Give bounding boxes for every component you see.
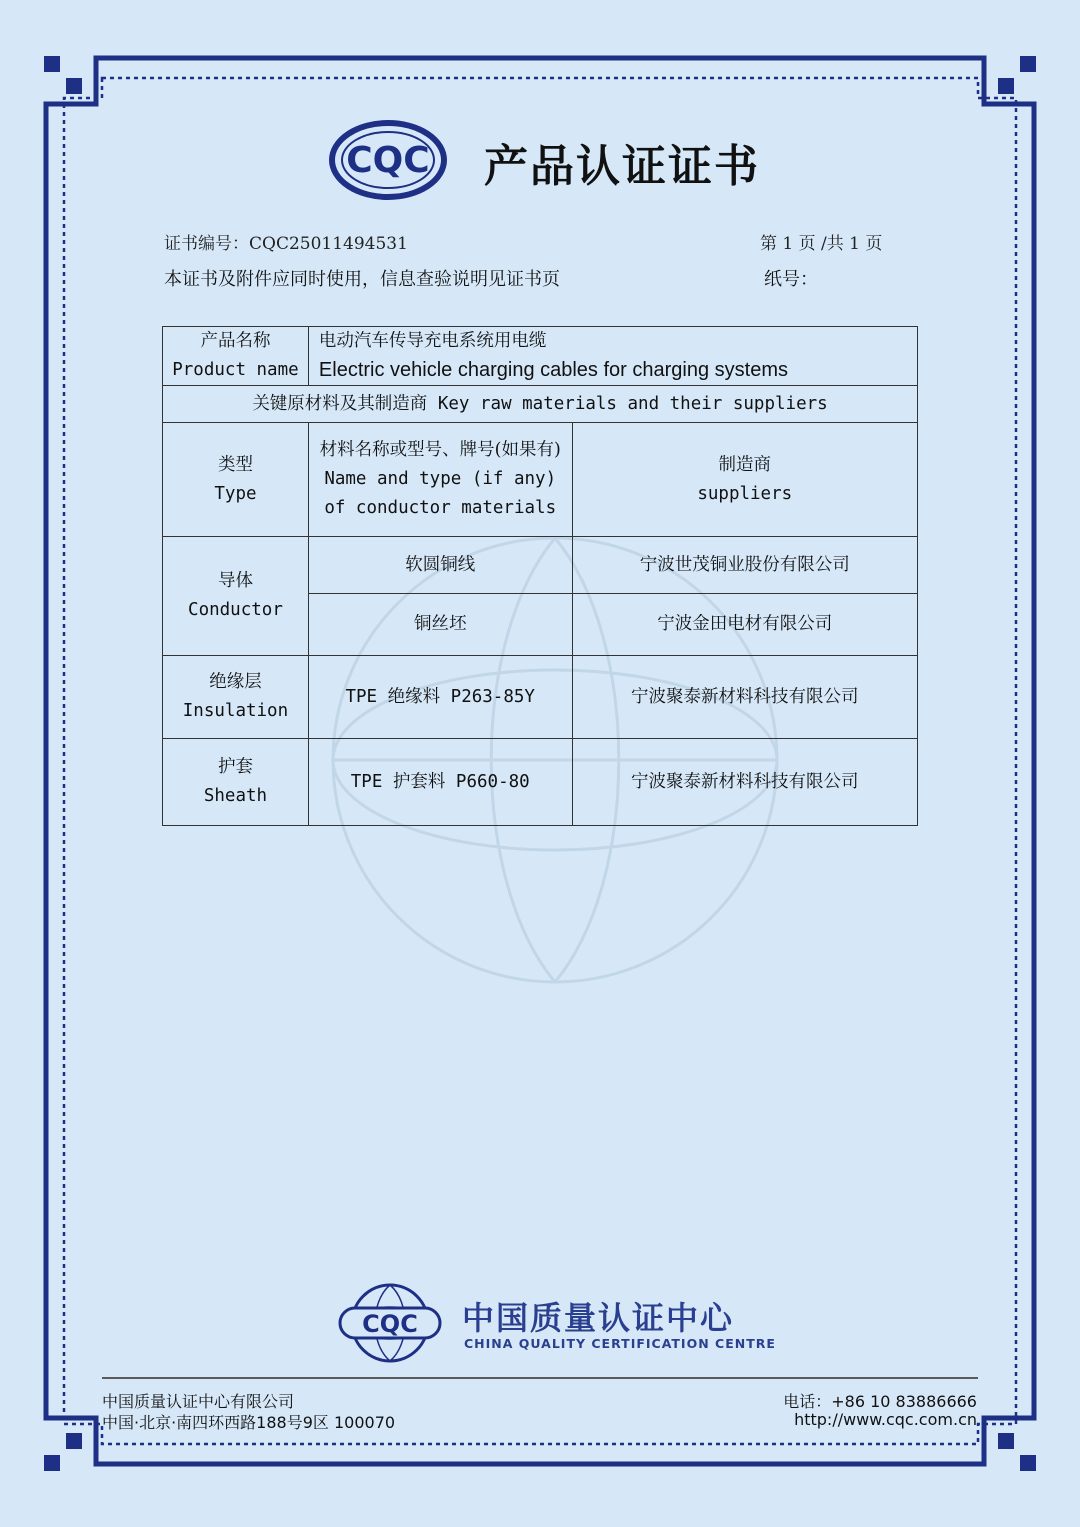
key-materials-header: 关键原材料及其制造商 Key raw materials and their suppliers: [163, 386, 918, 423]
supplier-cell: 宁波聚泰新材料科技有限公司: [572, 739, 917, 826]
website-link[interactable]: http://www.cqc.com.cn: [794, 1410, 977, 1429]
cert-number-line: [164, 229, 408, 254]
cqc-logo-icon: [328, 120, 448, 200]
page-title: 产品认证证书: [484, 141, 760, 192]
material-cell: TPE 绝缘料 P263-85Y: [308, 656, 572, 739]
page-info: 第 1 页 /共 1 页: [760, 234, 883, 254]
table-row: [163, 739, 918, 826]
supplier-cell: 宁波聚泰新材料科技有限公司: [572, 656, 917, 739]
cqc-globe-logo-icon: [334, 1282, 446, 1364]
usage-notice: 本证书及附件应同时使用，信息查验说明见证书页: [164, 269, 560, 290]
org-name-en: CHINA QUALITY CERTIFICATION CENTRE: [464, 1336, 776, 1351]
supplier-cell: 宁波世茂铜业股份有限公司: [572, 537, 917, 594]
footer-logo-text: CQC: [362, 1310, 418, 1338]
product-name-value: 电动汽车传导充电系统用电缆 Electric vehicle charging cables for charging systems: [308, 327, 917, 386]
type-column-header: 类型 Type: [163, 423, 309, 537]
material-column-header: 材料名称或型号、牌号(如果有) Name and type (if any) of conductor materials: [308, 423, 572, 537]
type-cell: 护套 Sheath: [163, 739, 309, 826]
company-name: 中国质量认证中心有限公司: [102, 1392, 295, 1411]
paper-number-label: 纸号：: [764, 269, 818, 290]
cert-number: CQC25011494531: [249, 234, 408, 254]
material-cell: 铜丝坯: [308, 594, 572, 656]
footer-divider: [102, 1377, 978, 1379]
cert-number-label: 证书编号：: [164, 234, 249, 254]
company-address: 中国·北京·南四环西路188号9区 100070: [102, 1413, 396, 1432]
org-name-cn: 中国质量认证中心: [462, 1299, 735, 1337]
company-phone: 电话：+86 10 83886666: [783, 1392, 977, 1411]
type-cell: 绝缘层 Insulation: [163, 656, 309, 739]
logo-text: CQC: [346, 140, 430, 181]
materials-table: [162, 326, 918, 826]
supplier-column-header: 制造商 suppliers: [572, 423, 917, 537]
supplier-cell: 宁波金田电材有限公司: [572, 594, 917, 656]
table-row: [163, 656, 918, 739]
material-cell: 软圆铜线: [308, 537, 572, 594]
product-name-header: 产品名称 Product name: [163, 327, 309, 386]
material-cell: TPE 护套料 P660-80: [308, 739, 572, 826]
table-row: [163, 537, 918, 594]
type-cell: 导体 Conductor: [163, 537, 309, 656]
